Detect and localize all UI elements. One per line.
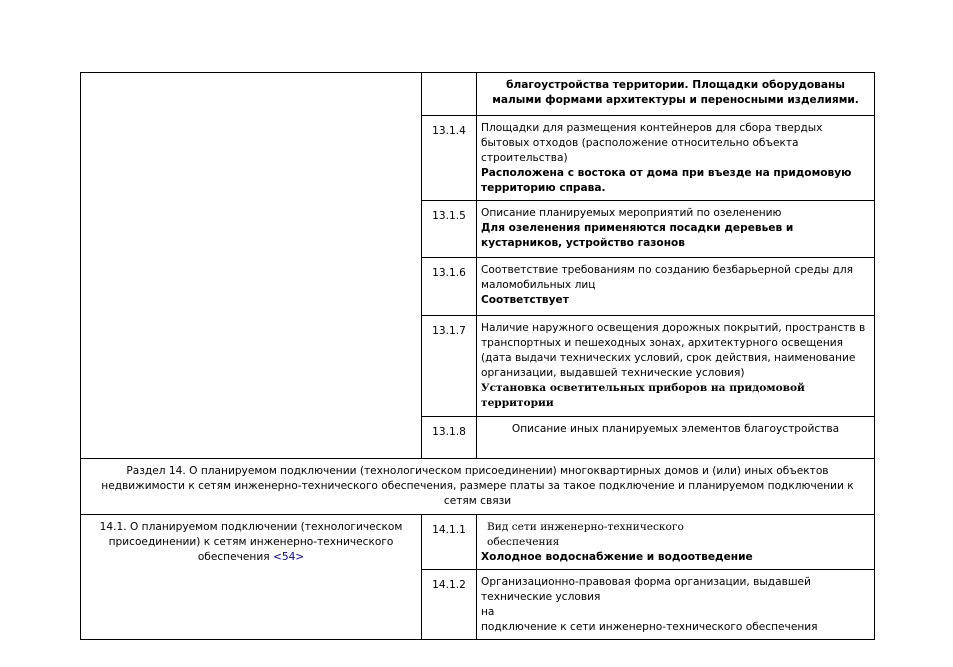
row-content-cell [477, 515, 875, 570]
row-title-continued: обеспечения [487, 536, 560, 548]
row-value: Холодное водоснабжение и водоотведение [481, 551, 753, 563]
row-title: Описание планируемых мероприятий по озеленению [481, 207, 782, 219]
empty-left-cell [81, 73, 422, 459]
row-title: Организационно-правовая форма организации, выдавшей технические условия [481, 576, 811, 603]
row-number: 13.1.5 [422, 201, 477, 258]
table-row [81, 515, 875, 570]
row-content-cell [477, 73, 875, 116]
row-value: Установка осветительных приборов на придомовой территории [481, 382, 805, 409]
row-value: Для озеленения применяются посадки деревьев и кустарников, устройство газонов [481, 222, 794, 249]
row-content-cell [477, 116, 875, 201]
footnote-link[interactable]: <54> [272, 551, 305, 563]
row-title-continued: подключение к сети инженерно-технического обеспечения [481, 621, 818, 633]
row-title: Описание иных планируемых элементов благоустройства [511, 423, 840, 435]
row-content-cell [477, 417, 875, 459]
document-table [80, 72, 875, 640]
row-value: Соответствует [481, 294, 569, 306]
row-title: Площадки для размещения контейнеров для сбора твердых бытовых отходов (расположение относительно объекта строительства) [481, 122, 823, 164]
row-title: Соответствие требованиям по созданию безбарьерной среды для маломобильных лиц [481, 264, 853, 291]
row-number: 13.1.6 [422, 258, 477, 316]
subsection-14-1-cell [81, 515, 422, 640]
row-value: благоустройства территории. Площадки оборудованы малыми формами архитектуры и переносными изделиями. [492, 79, 859, 106]
row-title: Наличие наружного освещения дорожных покрытий, пространств в транспортных и пешеходных зонах, архитектурного освещения (дата выдачи технических условий, срок действия, наименование организации, выдавшей технические условия) [481, 322, 866, 379]
row-content-cell [477, 316, 875, 417]
row-content-cell [477, 570, 875, 640]
row-value: Расположена с востока от дома при въезде на придомовую территорию справа. [481, 167, 852, 194]
row-title: Вид сети инженерно-технического [487, 521, 684, 533]
row-number: 13.1.4 [422, 116, 477, 201]
row-number: 13.1.7 [422, 316, 477, 417]
section-row [81, 459, 875, 515]
row-number-cell [422, 73, 477, 116]
row-content-cell [477, 201, 875, 258]
row-title-continued: на [481, 606, 495, 618]
row-number: 14.1.1 [422, 515, 477, 570]
row-number: 14.1.2 [422, 570, 477, 640]
row-content-cell [477, 258, 875, 316]
section-14-title: Раздел 14. О планируемом подключении (технологическом присоединении) многоквартирных домов и (или) иных объектов недвижимости к сетям инженерно-технического обеспечения, размере платы за такое подключение и планируемом подключении к сетям связи [81, 459, 875, 515]
table-row [81, 73, 875, 116]
subsection-14-1-label: 14.1. О планируемом подключении (технологическом присоединении) к сетям инженерно-технического обеспечения [99, 521, 403, 563]
row-number: 13.1.8 [422, 417, 477, 459]
